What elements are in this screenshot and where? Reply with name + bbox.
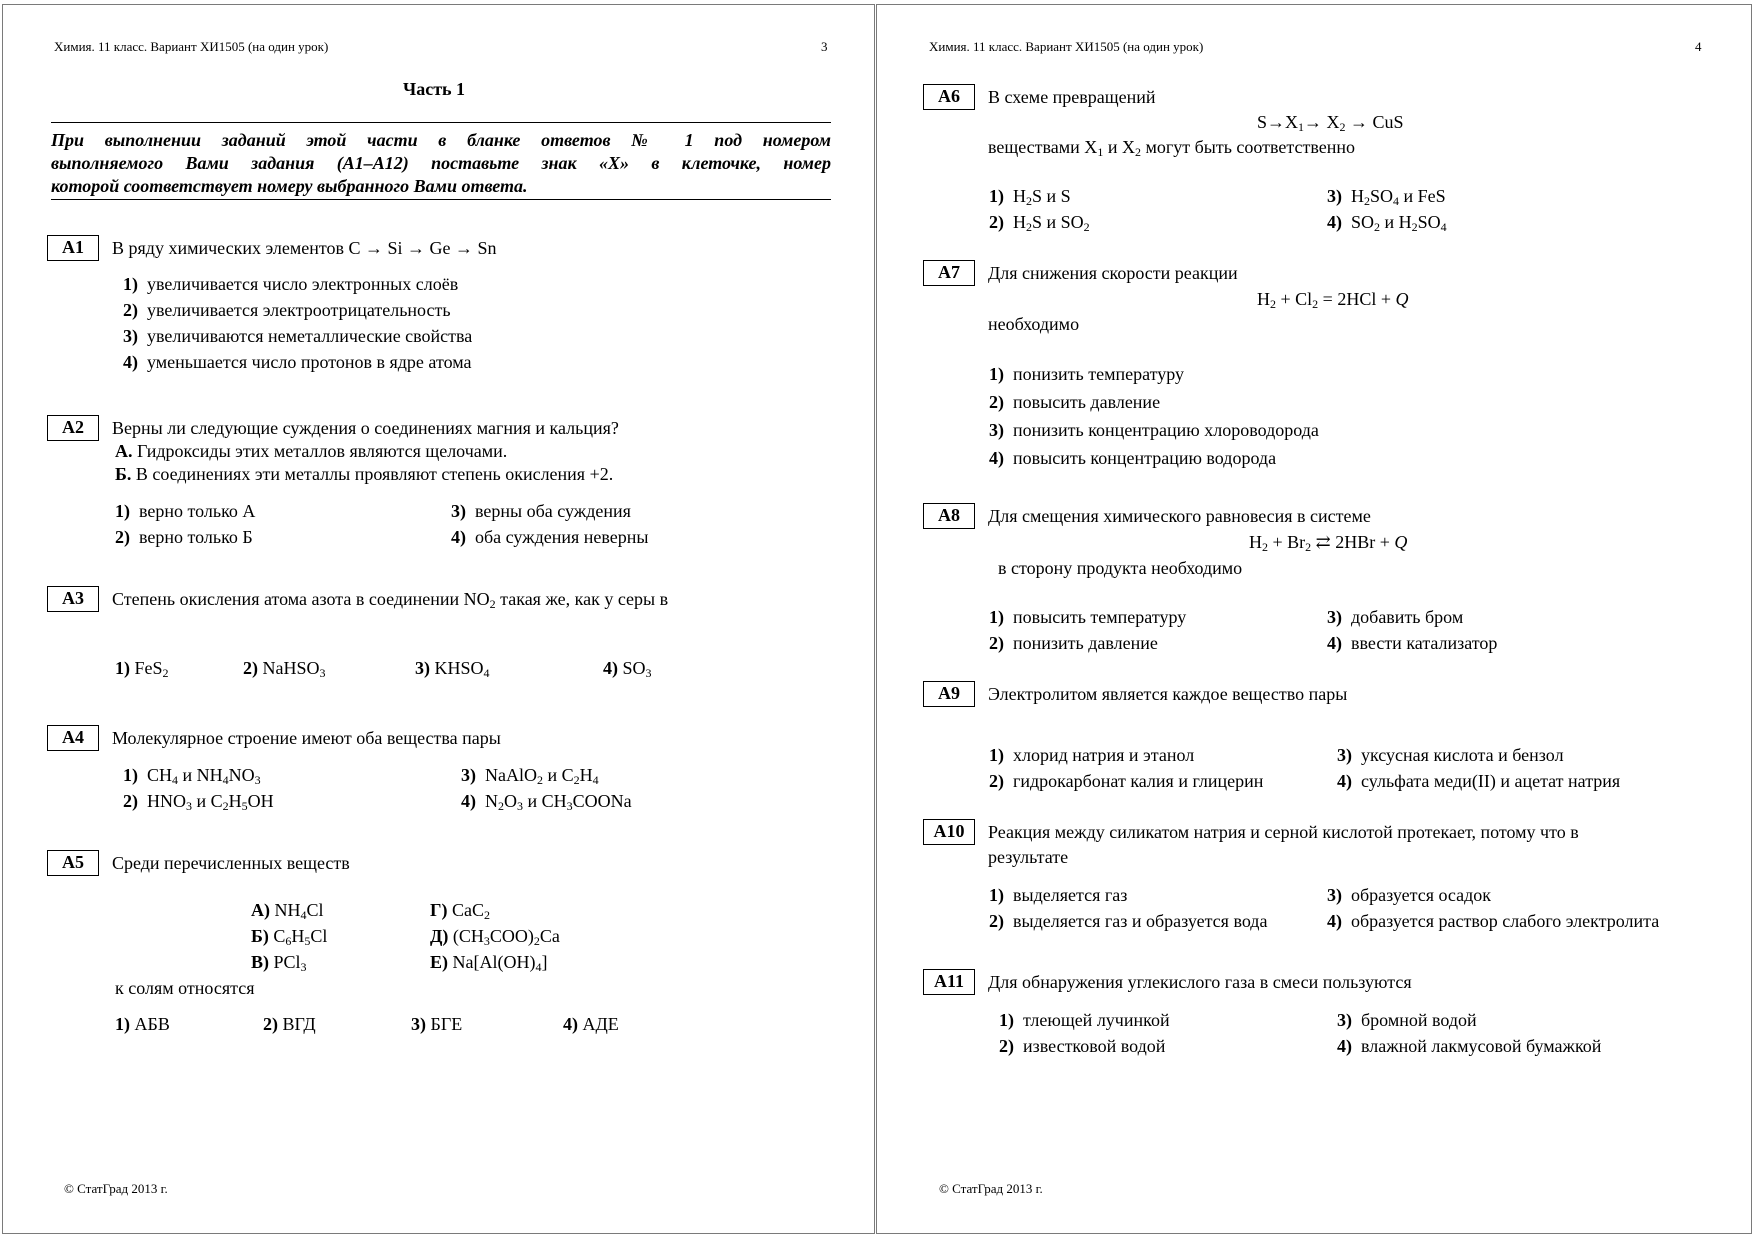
option-text: понизить концентрацию хлороводорода xyxy=(1013,420,1319,440)
option-text: выделяется газ и образуется вода xyxy=(1013,911,1268,931)
option-number: 3) xyxy=(1337,745,1352,765)
page-3 xyxy=(2,4,875,1234)
a8-option-2[interactable] xyxy=(989,633,1158,654)
option-text: гидрокарбонат калия и глицерин xyxy=(1013,771,1264,791)
a9-option-1[interactable] xyxy=(989,745,1194,766)
formula: $(CH_3COO)_2Ca$ xyxy=(452,926,560,948)
option-text: бромной водой xyxy=(1361,1010,1477,1030)
formula: $Na[Al(OH)_4]$ xyxy=(452,952,548,974)
a7-option-2[interactable] xyxy=(989,392,1160,413)
a8-option-1[interactable] xyxy=(989,607,1186,628)
page-number: 4 xyxy=(1695,39,1702,54)
a5-answer-1[interactable] xyxy=(115,1014,170,1035)
formula: PCl$_3$ xyxy=(273,952,307,974)
option-number: 2) xyxy=(989,911,1004,931)
option-number: 3) xyxy=(1327,885,1342,905)
formula: $C_6H_5Cl$ xyxy=(273,926,328,948)
a9-question: Электролитом является каждое вещество пары xyxy=(988,684,1348,704)
a10-option-4[interactable] xyxy=(1327,911,1659,932)
option-number: 1) xyxy=(989,364,1004,384)
option-number: 4) xyxy=(1337,1036,1352,1056)
a10-option-3[interactable] xyxy=(1327,885,1491,906)
option-number: 2) xyxy=(123,300,138,320)
a3-question-text: Степень окисления атома азота в соединении NO xyxy=(112,589,490,609)
option-text: повысить концентрацию водорода xyxy=(1013,448,1277,468)
a6-question: В схеме превращений xyxy=(988,87,1156,107)
a1-question: В ряду химических элементов C → Si → Ge → Sn xyxy=(112,238,497,258)
a2-option-3[interactable] xyxy=(451,501,631,522)
instruction-rule-bottom xyxy=(51,199,831,200)
a9-option-3[interactable] xyxy=(1337,745,1564,766)
a6-scheme: $S\to X_1\to X_2$ → CuS xyxy=(1257,112,1404,134)
option-number: 1) xyxy=(123,274,138,294)
a11-option-3[interactable] xyxy=(1337,1010,1477,1031)
a1-option-4[interactable] xyxy=(123,352,471,373)
option-number: 1) xyxy=(115,1014,130,1034)
formula: NaHSO$_3$ xyxy=(262,658,326,680)
formula: $SO_2$ и $H_2SO_4$ xyxy=(1351,212,1447,234)
a8-question: Для смещения химического равновесия в системе xyxy=(988,506,1371,526)
running-header: Химия. 11 класс. Вариант ХИ1505 (на один урок) xyxy=(929,39,1204,54)
task-label-a2: А2 xyxy=(47,415,99,441)
option-text: увеличивается электроотрицательность xyxy=(147,300,451,320)
option-number: 1) xyxy=(989,885,1004,905)
option-text: выделяется газ xyxy=(1013,885,1128,905)
a10-option-2[interactable] xyxy=(989,911,1267,932)
task-label-a6: А6 xyxy=(923,84,975,110)
option-number: 3) xyxy=(1337,1010,1352,1030)
a5-answer-3[interactable] xyxy=(411,1014,462,1035)
a5-answer-4[interactable] xyxy=(563,1014,619,1035)
option-text: понизить температуру xyxy=(1013,364,1184,384)
a3-question xyxy=(112,589,668,610)
formula: $NH_4Cl$ xyxy=(274,900,324,922)
a8-equation: $H_2 + Br_2$ ⇄ 2HBr + Q xyxy=(1249,532,1408,554)
option-text: образуется раствор слабого электролита xyxy=(1351,911,1660,931)
a5-item-d xyxy=(430,926,560,947)
page-number: 3 xyxy=(821,39,828,54)
option-number: 4) xyxy=(1337,771,1352,791)
option-text: тлеющей лучинкой xyxy=(1023,1010,1170,1030)
option-number: 1) xyxy=(115,501,130,521)
a11-question: Для обнаружения углекислого газа в смеси пользуются xyxy=(988,972,1412,992)
option-number: 2) xyxy=(263,1014,278,1034)
instruction-rule-top xyxy=(51,122,831,123)
a3-question-tail: такая же, как у серы в xyxy=(495,589,669,609)
a7-option-3[interactable] xyxy=(989,420,1319,441)
option-number: 4) xyxy=(563,1014,578,1034)
a5-answer-2[interactable] xyxy=(263,1014,316,1035)
option-text: увеличивается число электронных слоёв xyxy=(147,274,459,294)
formula: $KHSO_4$ xyxy=(434,658,490,680)
task-label-a7: А7 xyxy=(923,260,975,286)
a5-item-v xyxy=(251,952,307,973)
a3-option-2[interactable]: 2) NaHSO$_3$ xyxy=(243,658,326,680)
option-text: повысить температуру xyxy=(1013,607,1187,627)
option-text: уксусная кислота и бензол xyxy=(1361,745,1564,765)
instruction-line-3: которой соответствует номеру выбранного Вами ответа. xyxy=(51,176,528,196)
a10-option-1[interactable] xyxy=(989,885,1127,906)
a10-line-2: результате xyxy=(988,847,1069,867)
option-number: 1) xyxy=(989,745,1004,765)
formula: FeS$_2$ xyxy=(134,658,169,680)
task-label-a9: А9 xyxy=(923,681,975,707)
a3-option-1[interactable]: 1) FeS$_2$ xyxy=(115,658,169,680)
a5-question: Среди перечисленных веществ xyxy=(112,853,350,873)
task-label-a1: А1 xyxy=(47,235,99,261)
option-number: 4) xyxy=(1327,911,1342,931)
option-text: увеличиваются неметаллические свойства xyxy=(147,326,473,346)
task-label-a3: А3 xyxy=(47,586,99,612)
option-number: 1) xyxy=(999,1010,1014,1030)
a9-option-2[interactable] xyxy=(989,771,1263,792)
option-number: 4) xyxy=(989,448,1004,468)
option-number: 3) xyxy=(1327,607,1342,627)
a7-option-1[interactable] xyxy=(989,364,1184,385)
a2-option-1[interactable] xyxy=(115,501,255,522)
item-letter: А) xyxy=(251,900,270,920)
a10-question: Реакция между силикатом натрия и серной кислотой протекает, потому что в xyxy=(988,822,1579,842)
option-number: 2) xyxy=(115,527,130,547)
a7-question: Для снижения скорости реакции xyxy=(988,263,1238,283)
option-text: ввести катализатор xyxy=(1351,633,1498,653)
statement-label: Б. xyxy=(115,464,132,484)
option-number: 2) xyxy=(999,1036,1014,1056)
a3-subscript: 2 xyxy=(489,597,496,611)
option-text: ВГД xyxy=(282,1014,316,1034)
option-number: 3) xyxy=(411,1014,426,1034)
a8-line-2: в сторону продукта необходимо xyxy=(998,558,1243,578)
item-letter: Д) xyxy=(430,926,449,946)
option-text: понизить давление xyxy=(1013,633,1158,653)
a7-equation: $H_2 + Cl_2 = 2HCl + Q$ xyxy=(1257,289,1409,311)
a5-tail: к солям относятся xyxy=(115,978,255,998)
option-number: 4) xyxy=(123,352,138,372)
formula: $CH_4$ и $NH_4NO_3$ xyxy=(147,765,261,787)
a8-option-3[interactable] xyxy=(1327,607,1463,628)
a2-statement-a xyxy=(115,441,507,462)
a8-option-4[interactable] xyxy=(1327,633,1497,654)
option-text: верно только А xyxy=(139,501,256,521)
instruction-line-2: выполняемого Вами задания (А1–А12) поставьте знак «Х» в клеточке, номер xyxy=(51,153,831,173)
a11-option-1[interactable] xyxy=(999,1010,1170,1031)
a7-option-4[interactable] xyxy=(989,448,1276,469)
a4-option-2[interactable]: 2) $HNO_3$ и $C_2H_5OH$ xyxy=(123,791,274,813)
option-text: хлорид натрия и этанол xyxy=(1013,745,1195,765)
a6-option-3[interactable]: 3) $H_2SO_4$ и FeS xyxy=(1327,186,1446,208)
option-text: образуется осадок xyxy=(1351,885,1492,905)
a2-option-2[interactable] xyxy=(115,527,253,548)
formula: $H_2S$ и $SO_2$ xyxy=(1013,212,1090,234)
task-label-a8: А8 xyxy=(923,503,975,529)
option-text: АБВ xyxy=(134,1014,170,1034)
a6-option-4[interactable]: 4) $SO_2$ и $H_2SO_4$ xyxy=(1327,212,1447,234)
option-number: 2) xyxy=(989,633,1004,653)
a4-option-1[interactable]: 1) $CH_4$ и $NH_4NO_3$ xyxy=(123,765,261,787)
option-text: оба суждения неверны xyxy=(475,527,649,547)
a6-option-2[interactable]: 2) $H_2S$ и $SO_2$ xyxy=(989,212,1090,234)
item-letter: Е) xyxy=(430,952,448,972)
a9-option-4[interactable] xyxy=(1337,771,1620,792)
task-label-a10: А10 xyxy=(923,819,975,845)
option-text: известковой водой xyxy=(1023,1036,1166,1056)
a1-option-1[interactable] xyxy=(123,274,458,295)
a2-question: Верны ли следующие суждения о соединениях магния и кальция? xyxy=(112,418,619,438)
footer-copyright: © СтатГрад 2013 г. xyxy=(64,1181,168,1196)
footer-copyright: © СтатГрад 2013 г. xyxy=(939,1181,1043,1196)
instruction-line-1: При выполнении заданий этой части в бланке ответов № 1 под номером xyxy=(51,130,831,150)
running-header: Химия. 11 класс. Вариант ХИ1505 (на один урок) xyxy=(54,39,329,54)
a11-option-4[interactable] xyxy=(1337,1036,1601,1057)
a4-option-4[interactable]: 4) $N_2O_3$ и $CH_3COONa$ xyxy=(461,791,632,813)
formula: $H_2SO_4$ и FeS xyxy=(1351,186,1446,208)
a6-option-1[interactable]: 1) $H_2S$ и S xyxy=(989,186,1071,208)
option-text: уменьшается число протонов в ядре атома xyxy=(147,352,472,372)
a2-statement-b xyxy=(115,464,613,485)
item-letter: Г) xyxy=(430,900,448,920)
a5-item-b xyxy=(251,926,327,947)
formula: $HNO_3$ и $C_2H_5OH$ xyxy=(147,791,274,813)
option-number: 3) xyxy=(451,501,466,521)
a11-option-2[interactable] xyxy=(999,1036,1165,1057)
a5-item-g xyxy=(430,900,490,921)
statement-label: А. xyxy=(115,441,133,461)
option-number: 3) xyxy=(989,420,1004,440)
option-number: 3) xyxy=(123,326,138,346)
statement-text: В соединениях эти металлы проявляют степень окисления +2. xyxy=(135,464,614,484)
option-number: 2) xyxy=(989,392,1004,412)
option-text: БГЕ xyxy=(430,1014,463,1034)
part-title: Часть 1 xyxy=(403,79,466,99)
option-text: верно только Б xyxy=(139,527,253,547)
statement-text: Гидроксиды этих металлов являются щелочами. xyxy=(137,441,508,461)
option-number: 4) xyxy=(451,527,466,547)
item-letter: В) xyxy=(251,952,269,972)
task-label-a11: А11 xyxy=(923,969,975,995)
a2-option-4[interactable] xyxy=(451,527,649,548)
option-text: верны оба суждения xyxy=(475,501,631,521)
option-text: АДЕ xyxy=(582,1014,619,1034)
a6-line-2: веществами $X_1$ и $X_2$ могут быть соответственно xyxy=(988,137,1356,159)
a3-option-3[interactable]: 3) $KHSO_4$ xyxy=(415,658,490,680)
option-text: добавить бром xyxy=(1351,607,1464,627)
a5-item-e xyxy=(430,952,547,973)
a7-line-2: необходимо xyxy=(988,314,1080,334)
page-4 xyxy=(876,4,1752,1234)
formula: NaAlO$_2$ и $C_2H_4$ xyxy=(485,765,599,787)
formula: $SO_3$ xyxy=(622,658,652,680)
formula: $H_2S$ и S xyxy=(1013,186,1071,208)
option-number: 2) xyxy=(989,771,1004,791)
option-text: влажной лакмусовой бумажкой xyxy=(1361,1036,1602,1056)
option-number: 4) xyxy=(1327,633,1342,653)
a1-option-3[interactable] xyxy=(123,326,472,347)
option-text: сульфата меди(II) и ацетат натрия xyxy=(1361,771,1621,791)
a5-item-a xyxy=(251,900,324,921)
option-number: 1) xyxy=(989,607,1004,627)
task-label-a5: А5 xyxy=(47,850,99,876)
item-letter: Б) xyxy=(251,926,269,946)
a4-question: Молекулярное строение имеют оба вещества пары xyxy=(112,728,501,748)
formula: CaC$_2$ xyxy=(451,900,490,922)
a3-option-4[interactable]: 4) $SO_3$ xyxy=(603,658,652,680)
formula: $N_2O_3$ и $CH_3COONa$ xyxy=(485,791,632,813)
task-label-a4: А4 xyxy=(47,725,99,751)
a4-option-3[interactable]: 3) NaAlO$_2$ и $C_2H_4$ xyxy=(461,765,599,787)
option-text: повысить давление xyxy=(1013,392,1161,412)
a1-option-2[interactable] xyxy=(123,300,451,321)
